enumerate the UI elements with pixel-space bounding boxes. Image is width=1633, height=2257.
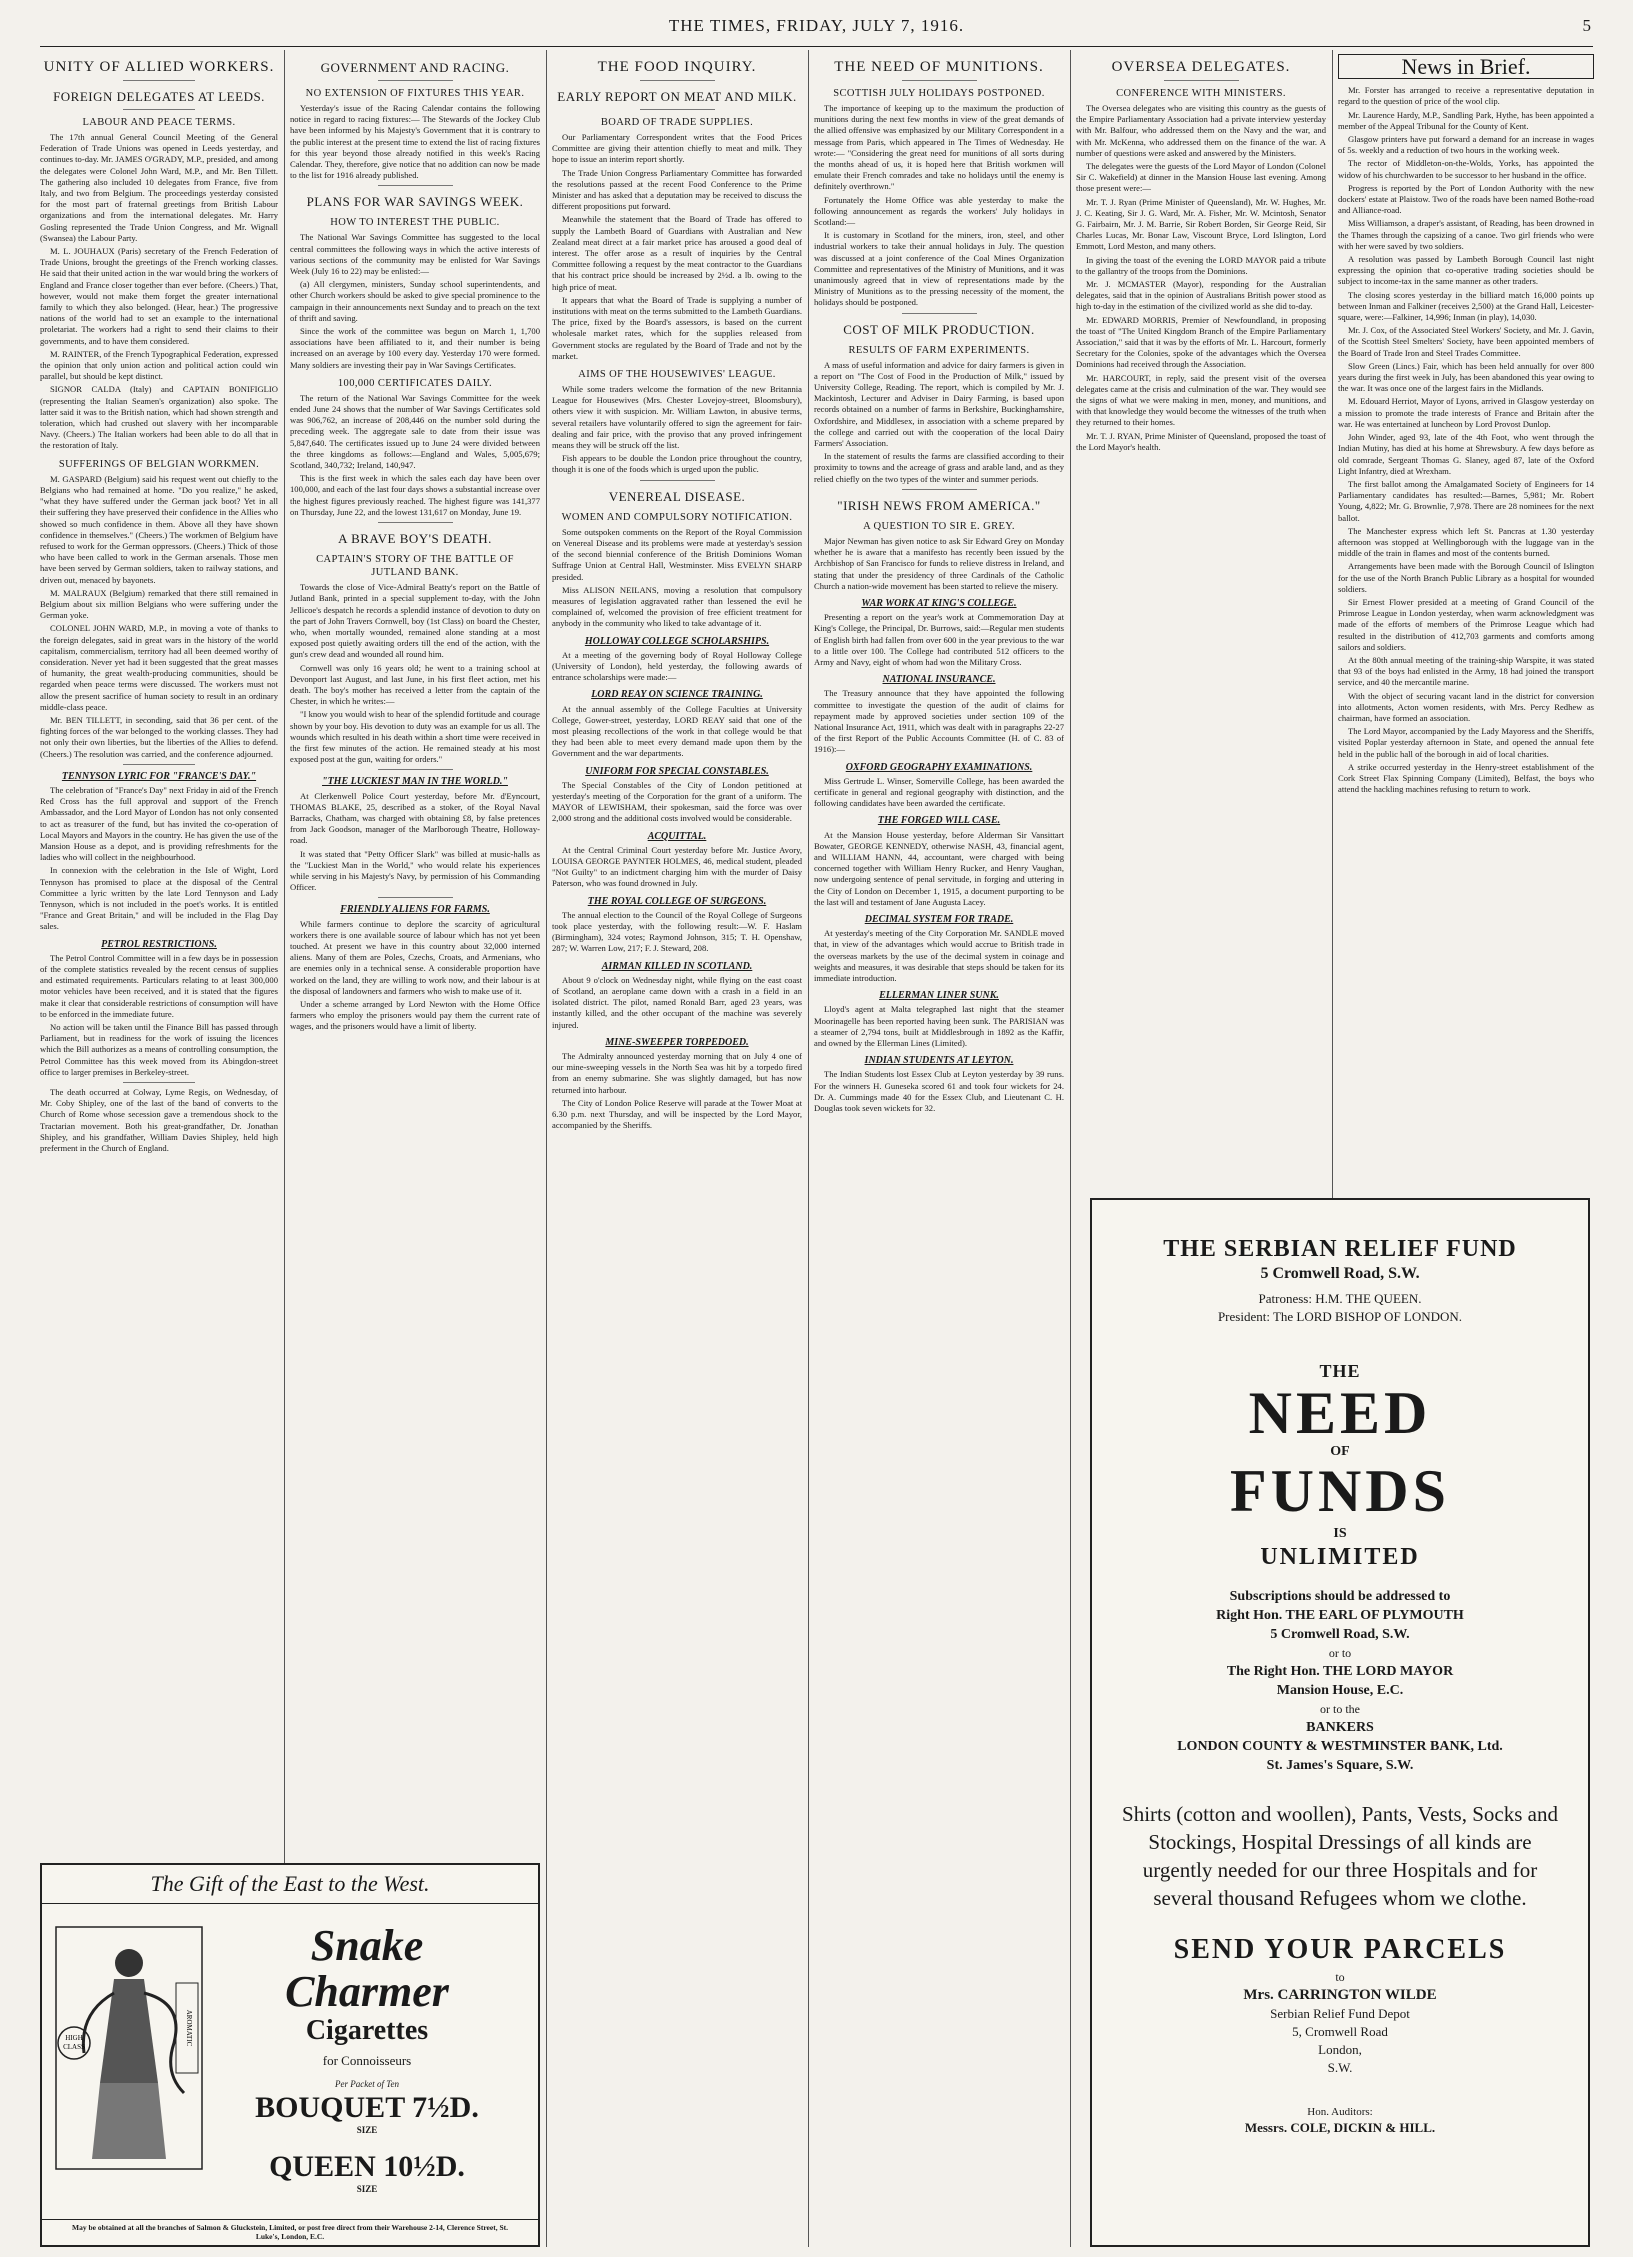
- snake-charmer-advertisement: [40, 1863, 540, 2247]
- badge-aromatic: AROMATIC: [185, 2009, 193, 2047]
- brief-item: John Winder, aged 93, late of the 4th Foot, who went through the Indian Mutiny, has died at his home at Shrewsbury. A few days before as old comrade, Sergeant Thomas G. Slaney, aged 87, late of the Oxford Light Infantry, died at Wrexham.: [1338, 432, 1594, 476]
- audience-connoisseurs: Connoisseurs: [341, 2053, 412, 2068]
- article-paragraph: Mr. HARCOURT, in reply, said the present visit of the oversea delegates came at the crisis and culmination of the war. They would see the signs of what we were making in men, money, and munitions, and with that knowledge they would become the witnesses of the truth when they returned to their homes.: [1076, 372, 1326, 428]
- audience-for: for: [322, 2053, 338, 2068]
- headline: THE FORGED WILL CASE.: [877, 815, 1001, 827]
- article-paragraph: Since the work of the committee was begun on March 1, 1,700 associations have been affiliated to it, and their number is being increased on an average by 100 every day. Yesterday 170 were formed. Many soldiers are investing their pay in War Savings Certificates.: [290, 326, 540, 370]
- brief-item: Glasgow printers have put forward a demand for an increase in wages of 5s. weekly and a reduction of two hours in the working week.: [1338, 134, 1594, 156]
- headline: ACQUITTAL.: [647, 830, 707, 842]
- headline: THE ROYAL COLLEGE OF SURGEONS.: [587, 895, 767, 907]
- article-paragraph: Mr. J. MCMASTER (Mayor), responding for the Australian delegates, said that in the opinion of Australians British power stood as high to-day in the estimation of the civilized world as she did to-day.: [1076, 279, 1326, 312]
- subheadline: AIMS OF THE HOUSEWIVES' LEAGUE.: [578, 369, 776, 381]
- brief-item: The Lord Mayor, accompanied by the Lady Mayoress and the Sheriffs, visited Poplar yesterday afternoon in State, and opened the annual fete held in the public hall of the borough in aid of local charities.: [1338, 726, 1594, 759]
- headline: OVERSEA DELEGATES.: [1111, 59, 1291, 75]
- patroness: Patroness: H.M. THE QUEEN.: [1258, 1291, 1422, 1306]
- headline: DECIMAL SYSTEM FOR TRADE.: [864, 913, 1014, 925]
- appeal-text: Shirts (cotton and woollen), Pants, Vests, Socks and Stockings, Hospital Dressings of all kinds are urgently needed for our three Hospitals and for several thousand Refugees whom we clothe.: [1122, 1802, 1558, 1910]
- unlimited-label: UNLIMITED: [1260, 1544, 1420, 1570]
- depot-district: S.W.: [1327, 2060, 1353, 2075]
- brand-line: Snake: [310, 1921, 424, 1970]
- brief-item: Mr. J. Cox, of the Associated Steel Workers' Society, and Mr. J. Gavin, of the Scottish Steel Smelters' Society, have been appointed members of the Board of Trade Iron and Steel Trades Committee.: [1338, 325, 1594, 358]
- headline: TENNYSON LYRIC FOR "FRANCE'S DAY.": [61, 770, 257, 782]
- article-paragraph: The return of the National War Savings Committee for the week ended June 24 shows that the number of War Savings Certificates sold was 906,762, an increase of 208,446 on the number sold during the preceding week. The aggregate sale to date from their issue was 5,847,640. The certificates issued up to June 24 were divided between the three kingdoms as follows:—England and Wales, 5,005,679; Scotland, 340,732; Ireland, 140,947.: [290, 392, 540, 471]
- fund-title: THE SERBIAN RELIEF FUND: [1163, 1236, 1517, 1262]
- need-label: NEED: [1248, 1380, 1432, 1446]
- bank-line: LONDON COUNTY & WESTMINSTER BANK, Ltd.: [1177, 1739, 1503, 1754]
- subheadline: HOW TO INTEREST THE PUBLIC.: [330, 217, 500, 229]
- article-paragraph: The Special Constables of the City of London petitioned at yesterday's meeting of the Corporation for the grant of a uniform. The MAYOR of LEWISHAM, their spokesman, said the force was over 2,000 strong and the additional costs involved would be considerable.: [552, 779, 802, 824]
- article-paragraph: About 9 o'clock on Wednesday night, while flying on the east coast of Scotland, an aeroplane came down with a crash in a field in an isolated district. The pilot, named Ronald Barr, aged 23 years, was instantly killed, and the other occupant of the machine was severely injured.: [552, 974, 802, 1030]
- article-paragraph: The importance of keeping up to the maximum the production of munitions during the next few months in view of the great demands of the allied offensive was emphasized by our Military Correspondent in a message from Paris, which appeared in The Times of Wednesday. He wrote:— "Considering the great need for munitions of all sorts during the months ahead of us, it is hoped here that British workmen will emulate their French comrades and take no holidays until the enemy is definitely overthrown.": [814, 103, 1064, 192]
- article-paragraph: The Trade Union Congress Parliamentary Committee has forwarded the resolutions passed at the recent Food Conference to the Prime Minister and has asked that a deputation may be received to discuss the different propositions put forward.: [552, 167, 802, 212]
- article-paragraph: It appears that what the Board of Trade is supplying a number of institutions with meat on the terms submitted to the Lambeth Guardians. The price, fixed by the Board's assessors, is based on the current wholesale market rates, which for the supplies released from Government stocks are regulated by the Board of Trade and not by the market.: [552, 294, 802, 361]
- article-paragraph: At the annual assembly of the College Faculties at University College, Gower-street, yesterday, LORD REAY said that one of the most pleasing recollections of the work in that college would be that they had been able to meet every demand made upon them by the Government and the war departments.: [552, 703, 802, 759]
- article-paragraph: Lloyd's agent at Malta telegraphed last night that the steamer Moorinagelle has been reported having been sunk. The PARISIAN was a steamer of 2,794 tons, built at Middlesbrough in 1892 as the Kaffir, and owned by the Ellerman Lines (Limited).: [814, 1004, 1064, 1049]
- subheadline: SUFFERINGS OF BELGIAN WORKMEN.: [58, 458, 260, 470]
- is-label: IS: [1333, 1526, 1347, 1541]
- article-paragraph: At Clerkenwell Police Court yesterday, before Mr. d'Eyncourt, THOMAS BLAKE, 25, described as a stoker, of the Royal Naval Barracks, Chatham, was charged with obtaining £8, by false pretences from Jack Goodson, manager of the Marlborough Theatre, Holloway-road.: [290, 790, 540, 846]
- brief-item: Sir Ernest Flower presided at a meeting of Grand Council of the Primrose League in London yesterday, when warm acknowledgment was made of the efforts of members of the Primrose League which had resulted in the distribution of 412,703 garments and comforts among sailors and soldiers.: [1338, 596, 1594, 652]
- serbian-relief-fund-advertisement: [1090, 1198, 1590, 2247]
- article-paragraph: The death occurred at Colway, Lyme Regis, on Wednesday, of Mr. Coby Shipley, one of the last of the band of converts to the Church of Rome whose secession gave a tremendous shock to the Tractarian movement. Both his great-grandfather, Dr. Jonathan Shipley, and his grandfather, William Davies Shipley, held high preferment in the Church of England.: [40, 1087, 278, 1154]
- recipient-name: Mrs. CARRINGTON WILDE: [1243, 1987, 1437, 2003]
- headline: GOVERNMENT AND RACING.: [320, 60, 510, 75]
- ad-footer: May be obtained at all the branches of Salmon & Gluckstein, Limited, or post free direct from their Warehouse 2-14, Clerence Street, St. Luke's, London, E.C.: [42, 2219, 538, 2241]
- headline: ELLERMAN LINER SUNK.: [879, 990, 999, 1002]
- column-rule: [1070, 50, 1071, 2247]
- fund-address: 5 Cromwell Road, S.W.: [1260, 1265, 1420, 1282]
- mansion-line: Mansion House, E.C.: [1276, 1683, 1404, 1698]
- headline: PETROL RESTRICTIONS.: [101, 938, 217, 950]
- badge-class: CLASS: [63, 2043, 85, 2051]
- brand-name: [212, 1923, 522, 2015]
- earl-address: 5 Cromwell Road, S.W.: [1270, 1627, 1410, 1642]
- article-paragraph: Towards the close of Vice-Admiral Beatty's report on the Battle of Jutland Bank, printed in a special supplement to-day, with the John Jellicoe's despatch he records a splendid instance of devotion to duty on the part of John Travers Cornwell, boy (1st Class) on board the Chester, who, when mortally wounded, remained alone standing at a most exposed post quietly awaiting orders till the end of the action, with the gun's crew dead and wounded all round him.: [290, 582, 540, 660]
- brief-item: The closing scores yesterday in the billiard match 16,000 points up between Inman and Falkiner (receives 2,500) at the Grand Hall, Leicester-square, were:—Falkiner, 14,996; Inman (in play), 14,030.: [1338, 289, 1594, 323]
- auditors-label: Hon. Auditors:: [1307, 2106, 1373, 2118]
- page-number: 5: [1582, 16, 1591, 35]
- article-paragraph: At the Central Criminal Court yesterday before Mr. Justice Avory, LOUISA GEORGE PAYNTER HOLMES, 46, medical student, pleaded "Not Guilty" to an indictment charging him with the murder of Daisy Paterson, who was found drowned in July.: [552, 844, 802, 889]
- headline: OXFORD GEOGRAPHY EXAMINATIONS.: [845, 761, 1033, 773]
- article-paragraph: Our Parliamentary Correspondent writes that the Food Prices Committee are giving their attention chiefly to meat and milk. They hope to issue an interim report shortly.: [552, 132, 802, 165]
- article-paragraph: The City of London Police Reserve will parade at the Tower Moat at 6.30 p.m. next Thursday, and will be inspected by the Lord Mayor, accompanied by the Sheriffs.: [552, 1097, 802, 1131]
- to-label: to: [1335, 1970, 1345, 1984]
- depot-city: London,: [1318, 2042, 1362, 2057]
- article-paragraph: It is customary in Scotland for the miners, iron, steel, and other industrial workers to take their annual holidays in July. The question was discussed at a joint conference of the Coal Mines Organization Committee and representatives of the Ministry of Munitions, and it was unanimously agreed that in view of representations made by the Ministry of Munitions as to the pressing necessity of the moment, the holidays should be postponed.: [814, 230, 1064, 308]
- subheadline: 100,000 CERTIFICATES DAILY.: [337, 377, 493, 389]
- per-packet: Per Packet of Ten: [335, 2079, 399, 2089]
- article-paragraph: M. MALRAUX (Belgium) remarked that there still remained in Belgium about six million Belgians who were suffering under the German yoke.: [40, 587, 278, 621]
- article-paragraph: Miss ALISON NEILANS, moving a resolution that compulsory measures of legislation aggravated rather than lessened the evil he complained of, welcomed the provision of free efficient treatment for anybody in the community who liked to take advantage of it.: [552, 584, 802, 629]
- article-paragraph: Presenting a report on the year's work at Commemoration Day at King's College, the Principal, Dr. Burrows, said:—Regular men students of English birth had fallen from over 600 in the year previous to the war to a little over 100. The College had contributed 512 officers to the Army and Navy, eight of whom had won the Military Cross.: [814, 612, 1064, 667]
- brief-item: A resolution was passed by Lambeth Borough Council last night expressing the opinion that co-operative trading societies should be subject to income-tax in the same manner as other traders.: [1338, 254, 1594, 287]
- headline: WAR WORK AT KING'S COLLEGE.: [861, 597, 1017, 609]
- article-paragraph: The celebration of "France's Day" next Friday in aid of the French Red Cross has the full approval and support of the French Ambassador, and the Lord Mayor of London has not only consented to act as treasurer of the fund, but has invited the co-operation of Local Mayors and Mayors in the country. He has given the use of the Mansion House as a depot, and is providing refreshments for the ladies who will collect in the neighbourhood.: [40, 784, 278, 863]
- article-paragraph: Cornwell was only 16 years old; he went to a training school at Devonport last August, and last June, in his first fleet action, met his death. The boy's mother has received a letter from the captain of the Chester, in which he writes:—: [290, 662, 540, 707]
- president: President: The LORD BISHOP OF LONDON.: [1217, 1309, 1463, 1324]
- article-paragraph: M. RAINTER, of the French Typographical Federation, expressed the opinion that only union action and political action could win parallel, but should be kept distinct.: [40, 348, 278, 382]
- or-to-the: or to the: [1320, 1702, 1360, 1716]
- headline: "THE LUCKIEST MAN IN THE WORLD.": [322, 776, 508, 788]
- bankers-line: BANKERS: [1306, 1720, 1374, 1735]
- headline: A BRAVE BOY'S DEATH.: [338, 531, 492, 547]
- brief-item: Slow Green (Lincs.) Fair, which has been held annually for over 800 years during the first week in July, has been abandoned this year owing to the war. It was once one of the largest fairs in the Midlands.: [1338, 360, 1594, 394]
- headline: FRIENDLY ALIENS FOR FARMS.: [340, 904, 490, 916]
- headline: PLANS FOR WAR SAVINGS WEEK.: [306, 194, 524, 210]
- bouquet-price-text: BOUQUET 7½D.: [255, 2091, 479, 2124]
- article-paragraph: While farmers continue to deplore the scarcity of agricultural workers there is one available source of labour which has not yet been touched. At present we have in this country about 32,000 interned aliens. Many of them are Poles, Czechs, Croats, and Armenians, who are enemies only in a technical sense. A considerable proportion have worked on the land, they are willing to work now, and their labour is at the disposal of landowners and farmers who wish to make use of it.: [290, 918, 540, 996]
- brief-item: A strike occurred yesterday in the Henry-street establishment of the Cork Street Flax Spinning Company (Limited), Belfast, the boys who attend the hackling machines refusing to return to work.: [1338, 761, 1594, 795]
- subheadline: LABOUR AND PEACE TERMS.: [82, 117, 236, 128]
- article-paragraph: At yesterday's meeting of the City Corporation Mr. SANDLE moved that, in view of the advantages which would accrue to British trade in the overseas markets by the use of the decimal system in coinage and weights and measures, it was desirable that steps should be taken for its immediate introduction.: [814, 928, 1064, 983]
- subheadline: A QUESTION TO SIR E. GREY.: [863, 520, 1015, 532]
- article-paragraph: A mass of useful information and advice for dairy farmers is given in a report on "The Cost of Food in the Production of Milk," issued by University College, Reading. The report, which is compiled by Mr. J. Mackintosh, Lecturer and Adviser in Dairy Farming, is based upon records obtained on a number of farms in Berkshire, Buckinghamshire, Oxfordshire, and Middlesex, in association with a scheme prepared by the college and carried out with the cooperation of the local Dairy Farmers' Association.: [814, 359, 1064, 449]
- article-paragraph: Some outspoken comments on the Report of the Royal Commission on Venereal Disease and its problems were made at yesterday's session of the second biennial conference of the British Dominions Woman Suffrage Union at Central Hall, Westminster. Miss EVELYN SHARP presided.: [552, 526, 802, 582]
- article-paragraph: In the statement of results the farms are classified according to their proximity to towns and the acreage of grass and arable land, and as they relied chiefly on the two types of the winter and summer periods.: [814, 451, 1064, 484]
- article-paragraph: Meanwhile the statement that the Board of Trade has offered to supply the Lambeth Board of Guardians with Australian and New Zealand meat direct at a fair market price has aroused a good deal of interest. The offer arose as a result of inquiries by the Central Committee following a request by the meat contractor to the Guardians that his contract price should be increased by 2½d. a lb. owing to the high price of meat.: [552, 214, 802, 292]
- article-paragraph: It was stated that "Petty Officer Slark" was billed at music-halls as the "Luckiest Man in the World," who would relate his experiences while serving in his Majesty's Navy, by permission of his Commanding Officer.: [290, 848, 540, 893]
- article-paragraph: Major Newman has given notice to ask Sir Edward Grey on Monday whether he is aware that a manifesto has recently been issued by the Archbishop of San Francisco for funds to relieve distress in Ireland, and stating that under the presidency of three Cardinals of the Catholic Church a nation-wide movement has been started to relieve the misery.: [814, 535, 1064, 591]
- article-paragraph: SIGNOR CALDA (Italy) and CAPTAIN BONIFIGLIO (representing the Italian Seamen's organization) also spoke. The latter said it was to the British nation, which had shown strength and toleration, which had crushed out slavery with her incomparable Navy. (Cheers.) The Italian workers had been able to do all that in the restoration of Italy.: [40, 384, 278, 451]
- subscriptions-line: Subscriptions should be addressed to: [1229, 1589, 1451, 1604]
- subheadline: NO EXTENSION OF FIXTURES THIS YEAR.: [305, 88, 525, 99]
- brand-line: Charmer: [285, 1967, 449, 2016]
- headline: EARLY REPORT ON MEAT AND MILK.: [557, 89, 797, 104]
- brief-item: Miss Williamson, a draper's assistant, of Reading, has been drowned in the Thames through the capsizing of a canoe. Two girl friends who were with her were saved by two soldiers.: [1338, 218, 1594, 251]
- column-1: [40, 52, 278, 1857]
- bank-address: St. James's Square, S.W.: [1266, 1758, 1414, 1773]
- headline: FOREIGN DELEGATES AT LEEDS.: [53, 89, 265, 104]
- headline: LORD REAY ON SCIENCE TRAINING.: [591, 689, 763, 701]
- article-paragraph: M. GASPARD (Belgium) said his request went out chiefly to the Belgians who had remained at home. "Do you realize," he asked, "what they have suffered under the German jack boot? Yet in all their suffering they have preserved their confidence in the Allies who showed so much confidence in them. Above all they have shown confidence in themselves." (Cheers.) The workmen of Belgium have refused to work for the German oppressors. (Cheers.) Thick of those who have been called to work in the German arsenals. Those men have been served by German soldiers, taken to railway stations, and driven out, menaced by bayonets.: [40, 473, 278, 585]
- article-paragraph: Mr. BEN TILLETT, in seconding, said that 36 per cent. of the fighting forces of the war belonged to the working classes. They had not only their own liberties, but the liberties of the Allies to defend. (Cheers.) The resolution was carried, and the conference adjourned.: [40, 714, 278, 759]
- subheadline: CONFERENCE WITH MINISTERS.: [1116, 88, 1286, 99]
- article-paragraph: M. L. JOUHAUX (Paris) secretary of the French Federation of Trade Unions, brought the greetings of the French working classes. He said that their united action in the war would bring the workers of England and France closer together than ever before. (Cheers.) That, however, would not make them forget the greater international family to which they also belonged. (Hear, hear.) The progressive nations of the world had to set an example to the international proletariat. The workers had a right to send their claims to their governments, and to have them considered.: [40, 246, 278, 346]
- article-paragraph: The Oversea delegates who are visiting this country as the guests of the Empire Parliamentary Association had a private interview yesterday with Mr. Balfour, who addressed them on the Navy and the war, and with Mr. McKenna, who addressed them on the finance of the war. A number of questions were asked and answered by the Ministers.: [1076, 103, 1326, 158]
- headline: NATIONAL INSURANCE.: [882, 674, 996, 686]
- size-label: SIZE: [356, 2125, 378, 2135]
- bouquet-price: [212, 2091, 522, 2135]
- snake-charmer-figure-icon: [54, 1923, 204, 2173]
- article-paragraph: Mr. T. J. RYAN, Prime Minister of Queensland, proposed the toast of the Lord Mayor's health.: [1076, 430, 1326, 452]
- article-paragraph: Yesterday's issue of the Racing Calendar contains the following notice in regard to racing fixtures:— The Stewards of the Jockey Club have been informed by his Majesty's Government that it is contrary to the public interest at the present time to extend the list of racing fixtures for this year beyond those already notified in this week's Racing Calendar. They, therefore, give notice that no addition can now be made to the list for 1916 already published.: [290, 103, 540, 181]
- auditors-name: Messrs. COLE, DICKIN & HILL.: [1244, 2120, 1436, 2135]
- article-paragraph: COLONEL JOHN WARD, M.P., in moving a vote of thanks to the foreign delegates, said in great wars in the history of the world capitalism, commercialism, territory had all been deemed worthy of consideration. Never yet had it been suggested that the great masses of humanity, the great wealth-producing communities, should be regarded when peace terms were discussed. The workers must not allow the present sacrifice of human society to result in an ordinary middle-class peace.: [40, 623, 278, 712]
- article-paragraph: Miss Gertrude L. Winser, Somerville College, has been awarded the certificate in general and regional geography with distinction, and the following candidates have been awarded the certificate.: [814, 775, 1064, 809]
- subheadline: WOMEN AND COMPULSORY NOTIFICATION.: [561, 511, 793, 523]
- send-parcels: SEND YOUR PARCELS: [1173, 1934, 1507, 1965]
- article-paragraph: Mr. EDWARD MORRIS, Premier of Newfoundland, in proposing the toast of "The United Kingdom Branch of the Empire Parliamentary Association," said that it was by the efforts of Mr. L. Harcourt, formerly Secretary for the Colonies, spoke of the advantages which the Oversea Dominions had received through the Association.: [1076, 314, 1326, 370]
- article-paragraph: No action will be taken until the Finance Bill has passed through Parliament, but in readiness for the work of issuing the licences which the Bill authorizes as a means of controlling consumption, the Petrol Committee has this week moved from its Abingdon-street office to larger premises in Berkeley-street.: [40, 1022, 278, 1077]
- article-paragraph: Mr. T. J. Ryan (Prime Minister of Queensland), Mr. W. Hughes, Mr. J. C. Keating, Sir J. G. Ward, Mr. A. Fisher, Mr. W. Mcintosh, Senator G. Fairbairn, Mr. J. M. Barrie, Sir Robert Borden, Sir George Reid, Sir Charles Lucas, Mr. Bonar Law, Viscount Bryce, Lord Islington, Lord Emmott, Lord Meston, and many others.: [1076, 196, 1326, 252]
- queen-price-text: QUEEN 10½D.: [269, 2150, 465, 2183]
- column-3: [552, 52, 802, 2247]
- headline: AIRMAN KILLED IN SCOTLAND.: [601, 960, 753, 972]
- column-5: [1076, 52, 1326, 1190]
- subheadline: SCOTTISH JULY HOLIDAYS POSTPONED.: [833, 88, 1045, 99]
- news-in-brief-heading: News in Brief.: [1338, 54, 1594, 79]
- headline: HOLLOWAY COLLEGE SCHOLARSHIPS.: [584, 635, 770, 647]
- brief-item: Arrangements have been made with the Borough Council of Islington for the use of the North Branch Public Library as a hospital for wounded soldiers.: [1338, 561, 1594, 594]
- subheadline: CAPTAIN'S STORY OF THE BATTLE OF JUTLAND BANK.: [316, 554, 514, 579]
- article-paragraph: In connexion with the celebration in the Isle of Wight, Lord Tennyson has promised to place at the disposal of the Central Committee a lyric written by the late Lord Tennyson and Lady Tennyson, which is not included in the poet's works. It is entitled "France and Great Britain," and will be included in the Flag Day sales.: [40, 865, 278, 932]
- brief-item: Mr. Laurence Hardy, M.P., Sandling Park, Hythe, has been appointed a member of the Appeal Tribunal for the County of Kent.: [1338, 109, 1594, 131]
- headline: MINE-SWEEPER TORPEDOED.: [605, 1036, 749, 1048]
- funds-label: FUNDS: [1229, 1458, 1450, 1524]
- article-paragraph: "I know you would wish to hear of the splendid fortitude and courage shown by your boy. His devotion to duty was an example for us all. The wounds which resulted in his death within a short time were received in the first few minutes of the action. He remained steady at his most exposed post at the gun, waiting for orders.": [290, 709, 540, 765]
- article-paragraph: Fortunately the Home Office was able yesterday to make the following announcement as regards the workers' July holidays in Scotland:—: [814, 194, 1064, 228]
- mayor-line: The Right Hon. THE LORD MAYOR: [1226, 1664, 1454, 1679]
- article-paragraph: In giving the toast of the evening the LORD MAYOR paid a tribute to the gallantry of the troops from the Dominions.: [1076, 254, 1326, 276]
- column-2: [290, 52, 540, 1857]
- headline: THE NEED OF MUNITIONS.: [834, 59, 1044, 75]
- ad-band-title: The Gift of the East to the West.: [42, 1865, 538, 1904]
- headline: COST OF MILK PRODUCTION.: [843, 321, 1035, 337]
- headline: VENEREAL DISEASE.: [608, 488, 746, 504]
- article-paragraph: At a meeting of the governing body of Royal Holloway College (University of London), held yesterday, the following awards of entrance scholarships were made:—: [552, 649, 802, 683]
- article-paragraph: The delegates were the guests of the Lord Mayor of London (Colonel Sir C. Wakefield) at dinner in the Mansion House last evening. Among those present were:—: [1076, 161, 1326, 194]
- article-paragraph: The 17th annual General Council Meeting of the General Federation of Trade Unions was opened in Leeds yesterday, and continues to-day. Mr. JAMES O'GRADY, M.P., presided, and among the delegates were Colonel John Ward, M.P., and Mr. Ben Tillett. The gathering also included 10 delegates from France, five from Italy, and two from Belgium. The proceedings yesterday consisted for the most part of fraternal greetings from British Labour organizations and from the international delegates. Mr. Harry Gosling represented the Trade Union Congress, and Mr. Wignall (Swansea) the Labour Party.: [40, 132, 278, 243]
- depot-name: Serbian Relief Fund Depot: [1270, 2006, 1410, 2021]
- column-6: [1338, 52, 1594, 1190]
- brief-item: The rector of Middleton-on-the-Wolds, Yorks, has appointed the widow of his churchwarden to be successor to her husband in the office.: [1338, 158, 1594, 180]
- article-paragraph: Fish appears to be double the London price throughout the country, though it is one of the foods which is urged upon the public.: [552, 453, 802, 475]
- article-paragraph: The annual election to the Council of the Royal College of Surgeons took place yesterday, with the following result:—W. F. Haslam (Birmingham), 324 votes; Raymond Johnson, 315; T. H. Openshaw, 287; W. Warren Low, 217; F. J. Steward, 208.: [552, 909, 802, 954]
- article-paragraph: The Admiralty announced yesterday morning that on July 4 one of our mine-sweeping vessels in the North Sea was hit by a torpedo fired from an enemy submarine. She was slightly damaged, but has now returned into harbour.: [552, 1051, 802, 1095]
- article-paragraph: The Treasury announce that they have appointed the following committee to investigate the question of the audit of claims for repayment made by approved societies under section 109 of the National Insurance Act, 1911, which was dealt with in paragraphs 22-27 of the first Report of the Public Accounts Committee (H. of C. 83 of 1916):—: [814, 688, 1064, 755]
- article-paragraph: Under a scheme arranged by Lord Newton with the Home Office farmers who employ the prisoners would pay them the current rate of wages, and the prisoners would have a limit of liberty.: [290, 999, 540, 1032]
- headline: "IRISH NEWS FROM AMERICA.": [837, 497, 1041, 513]
- article-paragraph: While some traders welcome the formation of the new Britannia League for Housewives (Mrs. Chester Lovejoy-street, Bloomsbury), others view it with suspicion. Mr. William Lawton, in abusive terms, several retailers have voluntarily offered to sign the agreement for fair-dealing and fair price, with the proviso that any proved infringement means they will be struck off the list.: [552, 384, 802, 451]
- article-paragraph: At the Mansion House yesterday, before Alderman Sir Vansittart Bowater, GEORGE KENNEDY, otherwise NASH, 43, financial agent, and WILLIAM HANN, 44, accountant, were charged with being concerned together with William Henry Rucker, and Henry Vaughan, now undergoing sentence of penal servitude, in forging and uttering in the City of London on December 1, 1915, a document purporting to be the last will and testament of Jane Augusta Lacey.: [814, 829, 1064, 907]
- of-label: OF: [1330, 1444, 1350, 1459]
- product-type: Cigarettes: [305, 2015, 429, 2046]
- masthead-title: THE TIMES, FRIDAY, JULY 7, 1916.: [668, 16, 965, 35]
- badge-high: HIGH: [65, 2034, 83, 2042]
- queen-price: [212, 2150, 522, 2194]
- column-rule: [546, 50, 547, 2247]
- brief-item: At the 80th annual meeting of the training-ship Warspite, it was stated that 93 of the boys had enlisted in the Army, 18 had joined the transport service, and 40 the mercantile marine.: [1338, 654, 1594, 688]
- headline: THE FOOD INQUIRY.: [597, 59, 757, 75]
- column-rule: [808, 50, 809, 2247]
- article-paragraph: (a) All clergymen, ministers, Sunday school superintendents, and other Church workers should be asked to give special prominence to the campaign in their announcements next Sunday and to preach on the text of thrift and saving.: [290, 279, 540, 323]
- article-paragraph: The Indian Students lost Essex Club at Leyton yesterday by 39 runs. For the winners H. Guneseka scored 61 and took four wickets for 24. Dr. A. Cummings made 40 for the Essex Club, and Lieutenant C. H. Douglas took seven wickets for 32.: [814, 1069, 1064, 1114]
- headline: INDIAN STUDENTS AT LEYTON.: [864, 1055, 1014, 1067]
- article-paragraph: This is the first week in which the sales each day have been over 100,000, and each of the last four days shows a substantial increase over the highest figures previously reached. The highest figure was 141,377 on Thursday, June 22, and the lowest 131,617 on Monday, June 19.: [290, 473, 540, 517]
- brief-item: The Manchester express which left St. Pancras at 1.30 yesterday afternoon was stopped at Wellingborough with the luggage van in the middle of the train in flames and most of the contents burned.: [1338, 525, 1594, 559]
- subheadline: RESULTS OF FARM EXPERIMENTS.: [848, 344, 1030, 356]
- brief-item: Progress is reported by the Port of London Authority with the new dockers' estate at Plaistow. Two of the roads have been named Bothe-road and Alliance-road.: [1338, 182, 1594, 216]
- or-to: or to: [1328, 1646, 1352, 1660]
- article-paragraph: The Petrol Control Committee will in a few days be in possession of the complete statistics revealed by the recent census of supplies and estimated requirements. Particulars relating to at least 300,000 motor vehicles have been received, and it is stated that the figures make it clear that considerable restrictions of consumption will have to be enforced in the immediate future.: [40, 952, 278, 1019]
- the-label: THE: [1319, 1361, 1361, 1381]
- earl-line: Right Hon. THE EARL OF PLYMOUTH: [1216, 1608, 1464, 1623]
- headline: UNIFORM FOR SPECIAL CONSTABLES.: [585, 765, 769, 777]
- brief-item: M. Edouard Herriot, Mayor of Lyons, arrived in Glasgow yesterday on a mission to promote the trade interests of France and Britain after the war. He was entertained at luncheon by Lord Provost Dunlop.: [1338, 396, 1594, 429]
- masthead: [40, 10, 1593, 47]
- article-paragraph: The National War Savings Committee has suggested to the local central committees the following ways in which the active interests of various sections of the community may be enlisted for War Savings Week (July 16 to 22) may be enlisted:—: [290, 232, 540, 277]
- column-4: [814, 52, 1064, 2247]
- audience: [212, 2053, 522, 2069]
- subheadline: BOARD OF TRADE SUPPLIES.: [600, 117, 754, 128]
- size-label: SIZE: [356, 2184, 378, 2194]
- depot-address: 5, Cromwell Road: [1292, 2024, 1388, 2039]
- headline: UNITY OF ALLIED WORKERS.: [43, 59, 275, 75]
- brief-item: Mr. Forster has arranged to receive a representative deputation in regard to the question of price of the wool clip.: [1338, 85, 1594, 107]
- brief-item: The first ballot among the Amalgamated Society of Engineers for 14 Parliamentary candidates has resulted:—Barnes, 5,981; Mr. Robert Young, 4,822; Mr. G. Brownlie, 7,978. There are 28 nominees for the next ballot.: [1338, 478, 1594, 523]
- brief-item: With the object of securing vacant land in the district for conversion into allotments, Acton women residents, with Mrs. Percy Redhew as chairman, have formed an association.: [1338, 690, 1594, 723]
